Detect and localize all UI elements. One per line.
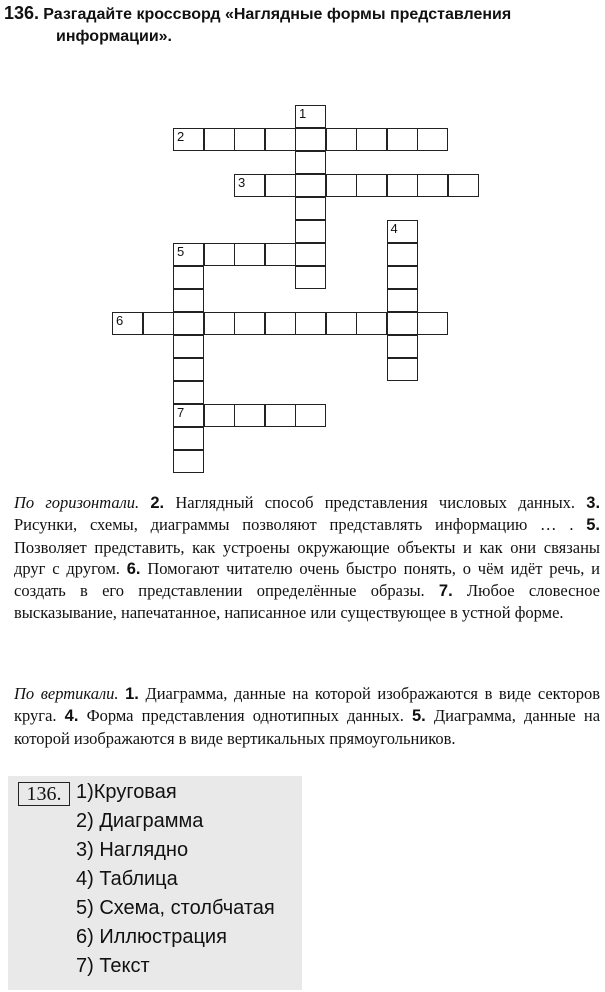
crossword-cell	[387, 174, 418, 197]
crossword-cell	[173, 289, 204, 312]
crossword-number: 5	[177, 244, 185, 259]
crossword-number: 7	[177, 405, 185, 420]
clue-text: Позволяет представить, как устроены окружающие объекты и как они связаны друг с другом.	[14, 537, 600, 578]
crossword-cell	[295, 404, 326, 427]
crossword-cell	[326, 128, 357, 151]
clue-text: Любое словесное высказывание, напечатанное, написанное или существующее в устной форме.	[14, 581, 601, 623]
answer-line: 4) Таблица	[76, 868, 178, 890]
clue-number: 6.	[126, 559, 141, 578]
clue-number: 7.	[438, 582, 453, 601]
vertical-heading: По вертикали.	[14, 684, 119, 703]
crossword-cell	[173, 381, 204, 404]
crossword-cell	[173, 358, 204, 381]
crossword-grid	[0, 0, 605, 490]
answers-badge: 136.	[18, 782, 70, 806]
crossword-cell	[295, 220, 326, 243]
crossword-cell	[265, 128, 296, 151]
answer-line: 6) Иллюстрация	[76, 926, 227, 948]
answers-panel	[8, 776, 302, 990]
crossword-cell	[387, 128, 418, 151]
crossword-cell	[387, 358, 418, 381]
clue-number: 5.	[411, 707, 426, 726]
crossword-cell	[204, 128, 235, 151]
task-title-line1: Разгадайте кроссворд «Наглядные формы представления	[43, 6, 512, 23]
crossword-cell	[265, 404, 296, 427]
crossword-cell	[173, 427, 204, 450]
crossword-number: 4	[390, 221, 398, 236]
crossword-cell	[295, 105, 326, 128]
task-number: 136.	[4, 3, 40, 23]
crossword-cell	[173, 335, 204, 358]
crossword-cell	[173, 128, 204, 151]
crossword-number: 2	[177, 129, 185, 144]
answer-line: 7) Текст	[76, 955, 150, 977]
crossword-cell	[417, 128, 448, 151]
crossword-cell	[326, 312, 357, 335]
crossword-cell	[387, 335, 418, 358]
crossword-number: 3	[238, 175, 246, 190]
crossword-cell	[356, 128, 387, 151]
crossword-cell	[295, 151, 326, 174]
crossword-cell	[417, 312, 448, 335]
crossword-cell	[173, 266, 204, 289]
crossword-cell	[234, 404, 265, 427]
clue-text: Помогают читателю очень быстро понять, о чём идёт речь, и создать в его представлении определённые образы.	[14, 558, 600, 601]
crossword-cell	[295, 266, 326, 289]
crossword-cell	[387, 266, 418, 289]
crossword-cell	[234, 312, 265, 335]
crossword-cell	[295, 312, 326, 335]
crossword-cell	[448, 174, 479, 197]
crossword-cell	[204, 243, 235, 266]
clue-number: 4.	[64, 707, 79, 726]
crossword-cell	[295, 174, 326, 197]
horizontal-clues	[14, 492, 600, 624]
task-title-line2: информации».	[56, 28, 172, 45]
crossword-cell	[417, 174, 448, 197]
answer-line: 5) Схема, столбчатая	[76, 897, 275, 919]
answer-line: 3) Наглядно	[76, 839, 189, 861]
answer-line: 1)Круговая	[76, 781, 177, 803]
crossword-cell	[173, 404, 204, 427]
crossword-cell	[387, 289, 418, 312]
crossword-cell	[295, 243, 326, 266]
crossword-cell	[204, 312, 235, 335]
crossword-cell	[295, 197, 326, 220]
answer-line: 2) Диаграмма	[76, 810, 204, 832]
clue-text: Наглядный способ представления числовых данных.	[175, 493, 576, 512]
crossword-cell	[356, 312, 387, 335]
crossword-cell	[173, 312, 204, 335]
clue-number: 1.	[125, 685, 139, 703]
crossword-cell	[326, 174, 357, 197]
crossword-cell	[387, 312, 418, 335]
crossword-cell	[112, 312, 143, 335]
clue-number: 3.	[586, 494, 601, 512]
crossword-cell	[387, 220, 418, 243]
crossword-cell	[387, 243, 418, 266]
crossword-cell	[173, 450, 204, 473]
crossword-cell	[204, 404, 235, 427]
crossword-cell	[143, 312, 174, 335]
crossword-cell	[356, 174, 387, 197]
crossword-cell	[173, 243, 204, 266]
horizontal-heading: По горизонтали.	[14, 493, 140, 512]
crossword-cell	[265, 243, 296, 266]
clue-text: Форма представления однотипных данных.	[86, 706, 404, 726]
clue-text: Диаграмма, данные на которой изображаются в виде вертикальных прямоугольников.	[14, 706, 601, 748]
crossword-cell	[265, 312, 296, 335]
clue-number: 5.	[586, 516, 600, 535]
crossword-number: 1	[299, 106, 307, 121]
clue-text: Диаграмма, данные на которой изображаются в виде секторов круга.	[14, 684, 600, 726]
crossword-cell	[234, 128, 265, 151]
crossword-cell	[234, 174, 265, 197]
vertical-clues	[14, 683, 600, 749]
task-header	[4, 2, 596, 48]
crossword-cell	[234, 243, 265, 266]
crossword-number: 6	[116, 313, 124, 328]
crossword-cell	[265, 174, 296, 197]
clue-number: 2.	[150, 494, 165, 512]
crossword-cell	[295, 128, 326, 151]
clue-text: Рисунки, схемы, диаграммы позволяют представлять информацию … .	[14, 515, 574, 535]
